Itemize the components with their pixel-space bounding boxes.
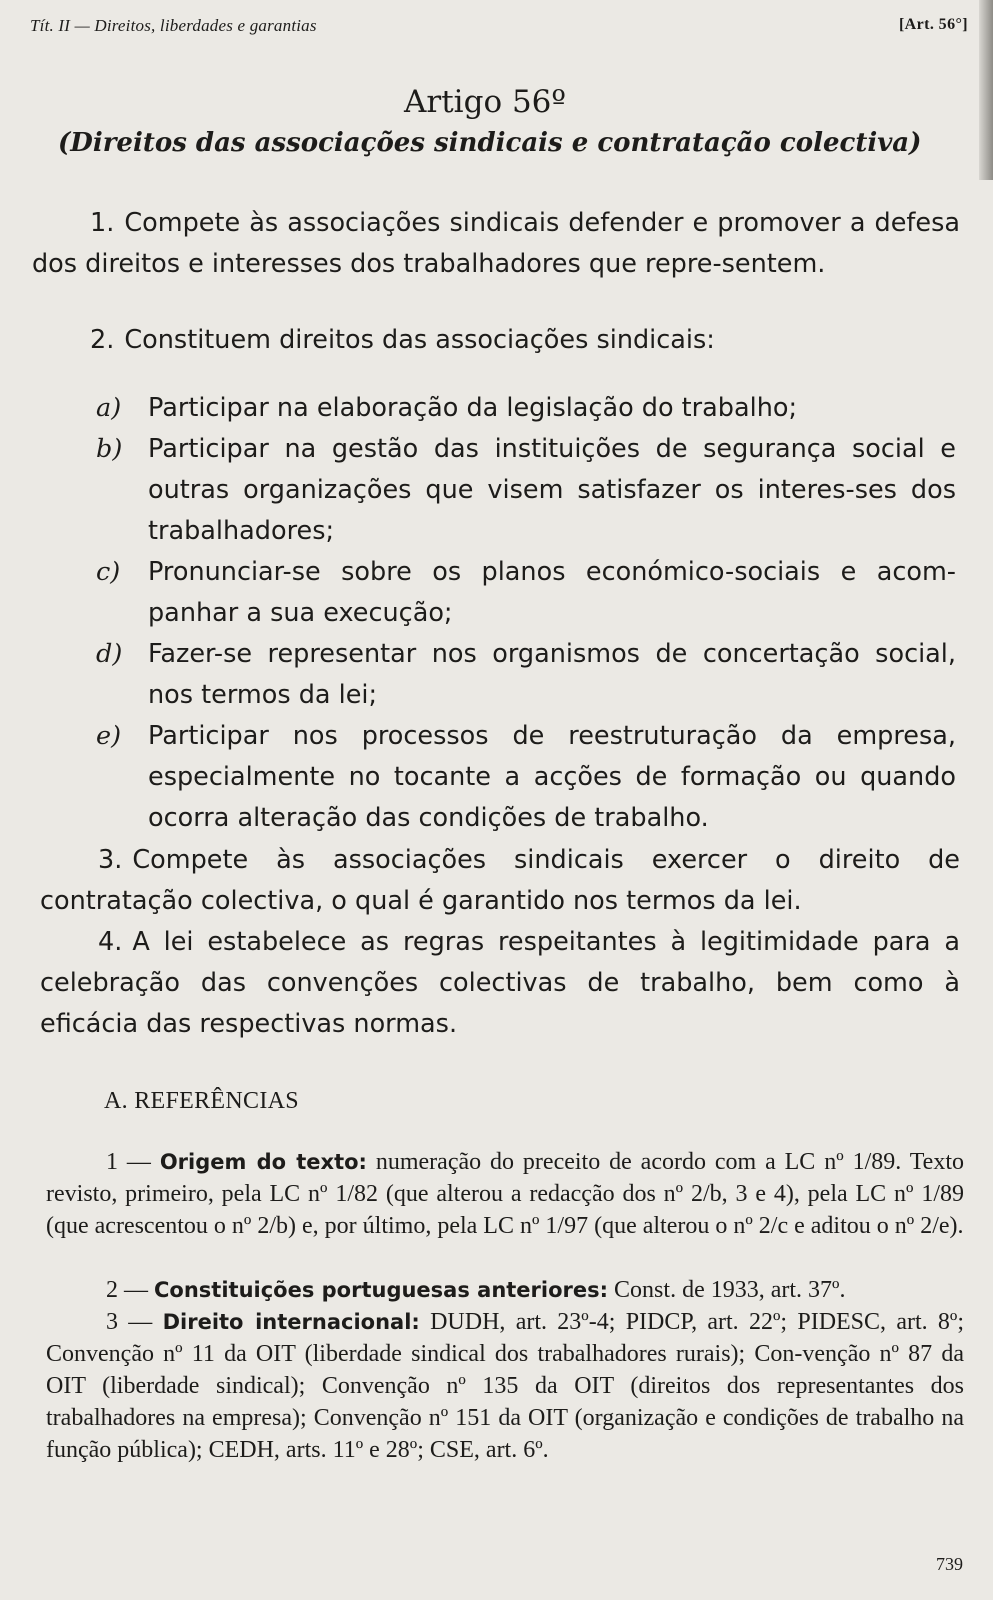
item-letter: e) (96, 721, 122, 751)
item-letter: a) (96, 393, 122, 423)
reference-label: Direito internacional: (162, 1310, 420, 1334)
reference-entry-1 (46, 1146, 964, 1242)
reference-entry-2 (46, 1274, 964, 1306)
article-reference: [Art. 56°] (898, 16, 968, 33)
running-title: Tít. II — Direitos, liberdades e garantias (30, 16, 317, 35)
paragraph-text: Constituem direitos das associações sindicais: (124, 325, 715, 355)
paragraph-number: 4. (98, 927, 123, 957)
paragraph-number: 2. (90, 325, 115, 355)
references-heading: A. REFERÊNCIAS (104, 1088, 299, 1114)
item-text: Participar nos processos de reestruturação da empresa, especialmente no tocante a acções de formação ou quando ocorra alteração das condições de trabalho. (148, 721, 956, 833)
reference-number: 2 — (106, 1277, 148, 1303)
reference-text: DUDH, art. 23º-4; PIDCP, art. 22º; PIDESC, art. 8º; Convenção nº 11 da OIT (liberdade sindical dos trabalhadores rurais); Con-venção nº 87 da OIT (liberdade sindical); Convenção nº 135 da OIT (direitos dos representantes dos trabalhadores na empresa); Convenção nº 151 da OIT (organização e condições de trabalho na função pública); CEDH, arts. 11º e 28º; CSE, art. 6º. (46, 1309, 965, 1463)
paragraph-text: Compete às associações sindicais defender e promover a defesa dos direitos e interesses dos trabalhadores que repre-sentem. (32, 208, 960, 279)
reference-number: 3 — (106, 1309, 153, 1335)
paragraph-4 (40, 922, 960, 1045)
list-item-b (96, 429, 956, 552)
list-item-c (96, 552, 956, 634)
item-text: Participar na gestão das instituições de segurança social e outras organizações que visem satisfazer os interes-ses dos trabalhadores; (148, 434, 956, 546)
article-subtitle: (Direitos das associações sindicais e contratação colectiva) (58, 128, 922, 158)
item-text: Pronunciar-se sobre os planos económico-sociais e acom-panhar a sua execução; (148, 557, 956, 628)
reference-text: numeração do preceito de acordo com a LC nº 1/89. Texto revisto, primeiro, pela LC nº 1/82 (que alterou a redacção dos nº 2/b, 3 e 4), pela LC nº 1/89 (que acrescentou o nº 2/b) e, por último, pela LC nº 1/97 (que alterou o nº 2/c e aditou o nº 2/e). (46, 1149, 965, 1239)
paragraph-1 (32, 203, 960, 285)
paragraph-3 (40, 840, 960, 922)
page-binding-shadow (979, 0, 993, 180)
item-text: Participar na elaboração da legislação do trabalho; (148, 393, 798, 423)
paragraph-2 (32, 320, 960, 361)
paragraph-text: A lei estabelece as regras respeitantes à legitimidade para a celebração das convenções colectivas de trabalho, bem como à eficácia das respectivas normas. (40, 927, 960, 1039)
reference-number: 1 — (106, 1149, 151, 1175)
item-letter: c) (96, 557, 121, 587)
reference-label: Origem do texto: (159, 1150, 367, 1174)
reference-label: Constituições portuguesas anteriores: (154, 1278, 609, 1302)
paragraph-text: Compete às associações sindicais exercer o direito de contratação colectiva, o qual é garantido nos termos da lei. (40, 845, 960, 916)
item-letter: b) (96, 434, 123, 464)
list-item-a (96, 388, 956, 429)
paragraph-number: 3. (98, 845, 123, 875)
list-item-d (96, 634, 956, 716)
reference-entry-3 (46, 1306, 964, 1466)
item-text: Fazer-se representar nos organismos de concertação social, nos termos da lei; (148, 639, 956, 710)
page-number: 739 (936, 1554, 963, 1574)
item-letter: d) (96, 639, 123, 669)
running-header (30, 16, 968, 46)
rights-list (96, 388, 956, 839)
article-title: Artigo 56º (404, 84, 566, 120)
list-item-e (96, 716, 956, 839)
reference-text: Const. de 1933, art. 37º. (614, 1277, 846, 1303)
paragraph-number: 1. (90, 208, 115, 238)
